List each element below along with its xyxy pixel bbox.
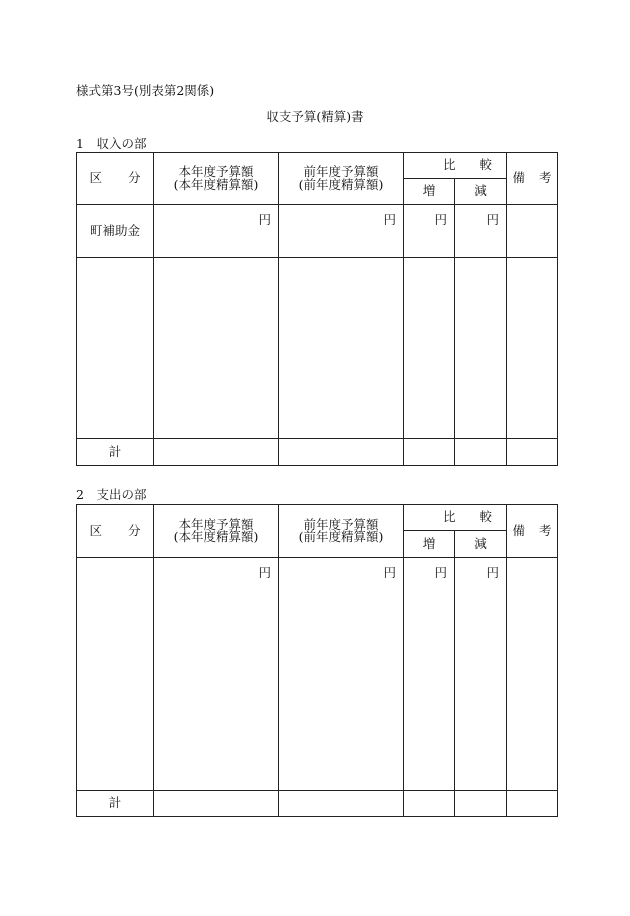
previous-year-header: 前年度予算額 (前年度精算額) [279, 153, 404, 205]
previous-unit: 円 [279, 558, 404, 791]
total-cell [455, 791, 507, 817]
blank-cell [279, 258, 404, 439]
increase-header: 増 [404, 531, 455, 558]
income-section-title: 1 収入の部 [76, 136, 147, 151]
current-unit: 円 [154, 558, 279, 791]
total-cell [154, 791, 279, 817]
remarks-cell [507, 558, 558, 791]
expenditure-section-title: 2 支出の部 [76, 487, 147, 502]
total-cell [279, 791, 404, 817]
income-row-label: 町補助金 [77, 205, 154, 258]
previous-year-header: 前年度予算額 (前年度精算額) [279, 505, 404, 558]
current-year-header: 本年度予算額 (本年度精算額) [154, 153, 279, 205]
total-cell [404, 791, 455, 817]
remarks-header: 備 考 [507, 505, 558, 558]
previous-unit: 円 [279, 205, 404, 258]
expenditure-table [76, 504, 558, 817]
decrease-header: 減 [455, 531, 507, 558]
comparison-header: 比 較 [404, 505, 507, 531]
increase-unit: 円 [404, 205, 455, 258]
blank-cell [77, 258, 154, 439]
blank-cell [404, 258, 455, 439]
total-cell [507, 791, 558, 817]
decrease-unit: 円 [455, 205, 507, 258]
blank-cell [507, 258, 558, 439]
comparison-header: 比 較 [404, 153, 507, 179]
decrease-header: 減 [455, 179, 507, 205]
expenditure-total-label: 計 [77, 791, 154, 817]
increase-unit: 円 [404, 558, 455, 791]
expenditure-row-label [77, 558, 154, 791]
current-unit: 円 [154, 205, 279, 258]
income-total-label: 計 [77, 439, 154, 466]
total-cell [507, 439, 558, 466]
kubun-header: 区 分 [77, 505, 154, 558]
blank-cell [154, 258, 279, 439]
remarks-header: 備 考 [507, 153, 558, 205]
income-table [76, 152, 558, 466]
total-cell [279, 439, 404, 466]
total-cell [404, 439, 455, 466]
total-cell [455, 439, 507, 466]
remarks-cell [507, 205, 558, 258]
kubun-header: 区 分 [77, 153, 154, 205]
form-number: 様式第3号(別表第2関係) [76, 83, 215, 98]
decrease-unit: 円 [455, 558, 507, 791]
current-year-header: 本年度予算額 (本年度精算額) [154, 505, 279, 558]
increase-header: 増 [404, 179, 455, 205]
total-cell [154, 439, 279, 466]
blank-cell [455, 258, 507, 439]
document-title: 収支予算(精算)書 [266, 109, 364, 124]
